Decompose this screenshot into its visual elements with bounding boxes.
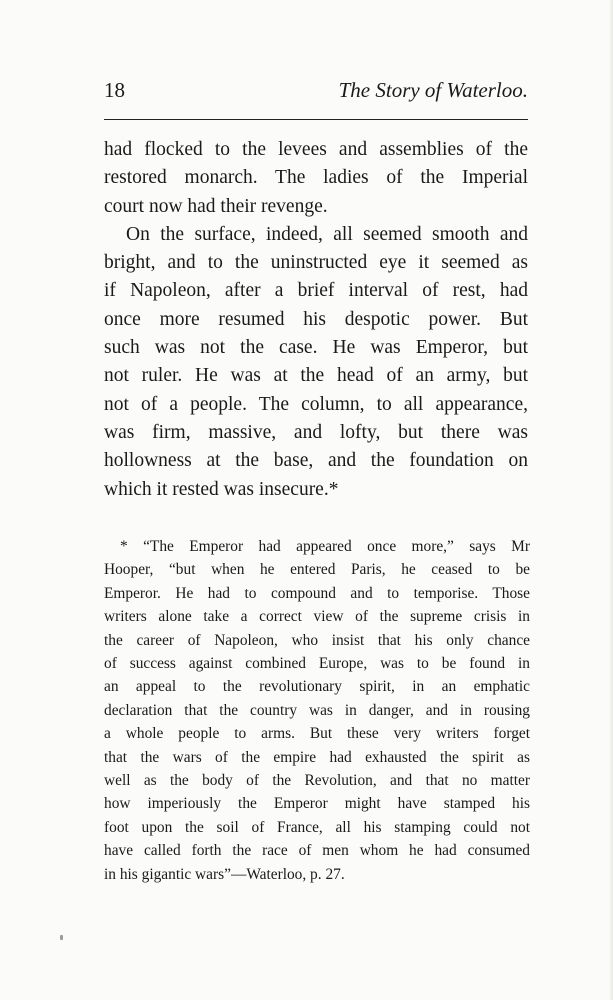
footnote-line: have called forth the race of men whom he had consumed <box>104 842 530 860</box>
body-line: once more resumed his despotic power. But <box>104 308 528 330</box>
footnote-line: well as the body of the Revolution, and that no matter <box>104 772 530 790</box>
body-line: not ruler. He was at the head of an army, but <box>104 365 528 387</box>
body-line: such was not the case. He was Emperor, but <box>104 337 528 359</box>
body-line: restored monarch. The ladies of the Imperial <box>104 167 528 189</box>
footnote-line: a whole people to arms. But these very writers forget <box>104 725 530 743</box>
body-text <box>104 136 528 504</box>
body-line: which it rested was insecure.* <box>104 478 339 500</box>
footnote-line: an appeal to the revolutionary spirit, in an emphatic <box>104 678 530 696</box>
footnote-line: in his gigantic wars”—Waterloo, p. 27. <box>104 865 345 883</box>
body-line: not of a people. The column, to all appearance, <box>104 393 528 415</box>
footnote-line: Hooper, “but when he entered Paris, he ceased to be <box>104 561 530 579</box>
running-head <box>104 78 528 108</box>
footnote-line: foot upon the soil of France, all his stamping could not <box>104 818 530 836</box>
footnote-line: the career of Napoleon, who insist that his only chance <box>104 631 530 649</box>
footnote-line: declaration that the country was in danger, and in rousing <box>104 701 530 719</box>
body-line: was firm, massive, and lofty, but there was <box>104 421 528 443</box>
header-rule <box>104 119 528 120</box>
footnote <box>104 535 530 886</box>
book-title: The Story of Waterloo. <box>338 78 528 102</box>
page-edge <box>609 0 613 1000</box>
footnote-line: * “The Emperor had appeared once more,” says Mr <box>120 538 530 555</box>
body-line: if Napoleon, after a brief interval of rest, had <box>104 280 528 302</box>
page-number: 18 <box>104 78 125 102</box>
footnote-line: that the wars of the empire had exhausted the spirit as <box>104 748 530 766</box>
footnote-line: of success against combined Europe, was to be found in <box>104 655 530 673</box>
body-line: had flocked to the levees and assemblies of the <box>104 139 528 160</box>
footnote-line: writers alone take a correct view of the supreme crisis in <box>104 608 530 626</box>
body-line: hollowness at the base, and the foundation on <box>104 450 528 472</box>
body-line: bright, and to the uninstructed eye it seemed as <box>104 252 528 274</box>
body-line: On the surface, indeed, all seemed smooth and <box>126 223 528 245</box>
footnote-line: how imperiously the Emperor might have stamped his <box>104 795 530 813</box>
paper-speck <box>60 935 63 940</box>
body-line: court now had their revenge. <box>104 195 328 217</box>
footnote-line: Emperor. He had to compound and to temporise. Those <box>104 584 530 602</box>
